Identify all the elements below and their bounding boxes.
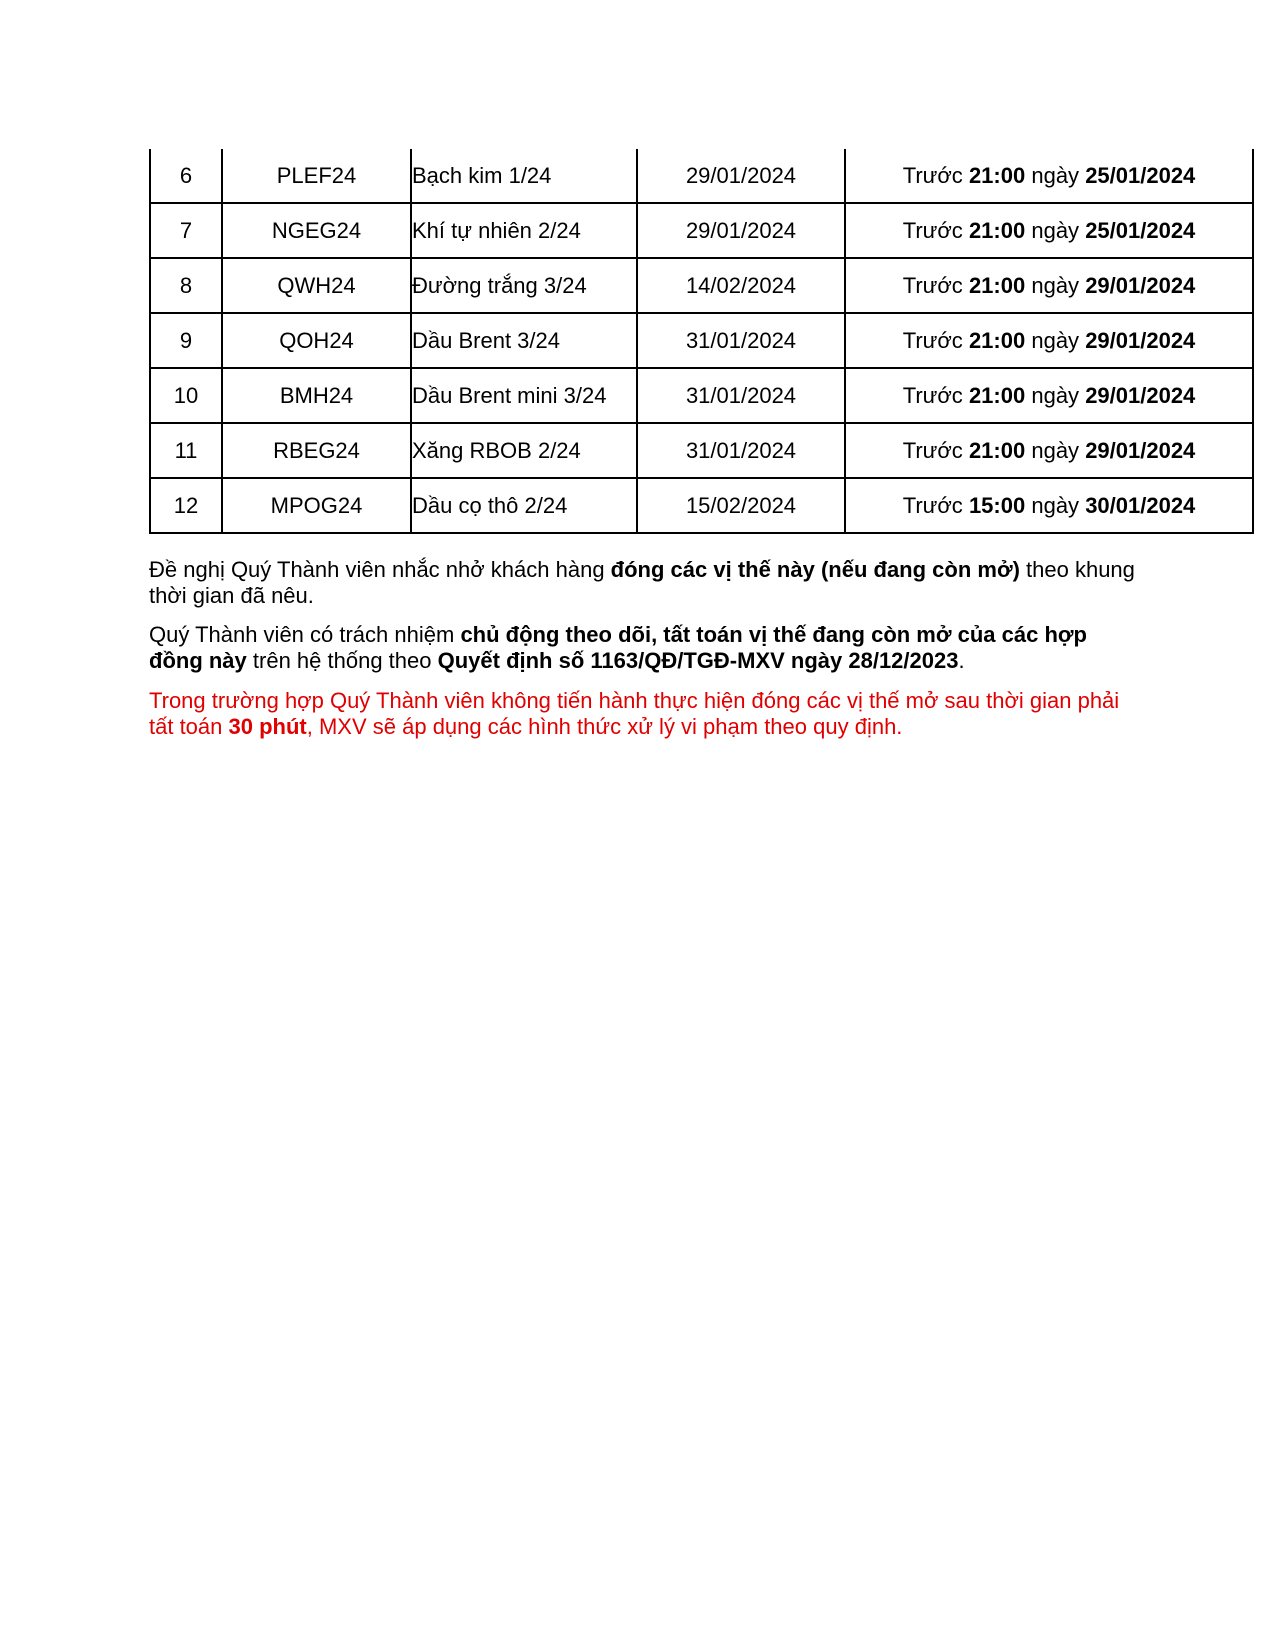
row-number: 7 <box>150 203 222 258</box>
deadline-mid: ngày <box>1031 437 1080 463</box>
contract-name: Bạch kim 1/24 <box>411 149 637 203</box>
last-trading-date: 31/01/2024 <box>637 368 845 423</box>
contracts-table <box>149 149 1254 534</box>
close-deadline <box>845 203 1253 258</box>
deadline-mid: ngày <box>1031 272 1080 298</box>
close-deadline <box>845 149 1253 203</box>
contract-code: QOH24 <box>222 313 411 368</box>
contract-code: MPOG24 <box>222 478 411 533</box>
notice-paragraph-remind <box>149 557 1139 609</box>
notice-bold-text: đóng các vị thế này (nếu đang còn mở) <box>610 557 1020 582</box>
notice-paragraph-warning <box>149 688 1139 740</box>
table-row <box>150 313 1253 368</box>
row-number: 8 <box>150 258 222 313</box>
deadline-day: 29/01/2024 <box>1085 327 1196 353</box>
close-deadline <box>845 258 1253 313</box>
row-number: 6 <box>150 149 222 203</box>
deadline-prefix: Trước <box>902 162 963 188</box>
table-row <box>150 478 1253 533</box>
contracts-table-body <box>150 149 1253 533</box>
close-deadline <box>845 368 1253 423</box>
row-number: 11 <box>150 423 222 478</box>
row-number: 10 <box>150 368 222 423</box>
deadline-time: 21:00 <box>968 162 1026 188</box>
deadline-time: 21:00 <box>968 327 1026 353</box>
notice-text: trên hệ thống theo <box>246 648 438 673</box>
table-row <box>150 149 1253 203</box>
last-trading-date: 29/01/2024 <box>637 149 845 203</box>
contract-code: RBEG24 <box>222 423 411 478</box>
contract-name: Đường trắng 3/24 <box>411 258 637 313</box>
deadline-day: 29/01/2024 <box>1085 272 1196 298</box>
deadline-time: 21:00 <box>968 217 1026 243</box>
deadline-time: 21:00 <box>968 382 1026 408</box>
warning-bold-text: 30 phút <box>228 714 307 739</box>
close-deadline <box>845 478 1253 533</box>
deadline-mid: ngày <box>1031 327 1080 353</box>
contract-code: BMH24 <box>222 368 411 423</box>
notice-text: Đề nghị Quý Thành viên nhắc nhở khách hàng <box>149 557 611 582</box>
decision-reference: Quyết định số 1163/QĐ/TGĐ-MXV ngày 28/12/2023 <box>437 648 959 673</box>
table-row <box>150 423 1253 478</box>
deadline-prefix: Trước <box>902 492 963 518</box>
contract-name: Dầu cọ thô 2/24 <box>411 478 637 533</box>
last-trading-date: 14/02/2024 <box>637 258 845 313</box>
notice-bold-text: chủ động theo dõi, tất toán vị thế đang còn mở của các hợp đồng này <box>149 622 1087 673</box>
notice-text: . <box>958 648 965 673</box>
deadline-day: 25/01/2024 <box>1085 162 1196 188</box>
contract-code: QWH24 <box>222 258 411 313</box>
table-row <box>150 258 1253 313</box>
contract-name: Xăng RBOB 2/24 <box>411 423 637 478</box>
deadline-prefix: Trước <box>902 437 963 463</box>
contract-name: Dầu Brent 3/24 <box>411 313 637 368</box>
deadline-mid: ngày <box>1031 382 1080 408</box>
row-number: 12 <box>150 478 222 533</box>
table-row <box>150 368 1253 423</box>
table-row <box>150 203 1253 258</box>
notice-paragraph-responsibility <box>149 622 1139 674</box>
deadline-prefix: Trước <box>902 327 963 353</box>
close-deadline <box>845 423 1253 478</box>
row-number: 9 <box>150 313 222 368</box>
last-trading-date: 31/01/2024 <box>637 423 845 478</box>
deadline-prefix: Trước <box>902 217 963 243</box>
last-trading-date: 29/01/2024 <box>637 203 845 258</box>
last-trading-date: 31/01/2024 <box>637 313 845 368</box>
notice-text: theo khung thời gian đã nêu. <box>149 557 1135 608</box>
deadline-mid: ngày <box>1031 492 1080 518</box>
contract-name: Dầu Brent mini 3/24 <box>411 368 637 423</box>
deadline-time: 21:00 <box>968 437 1026 463</box>
contract-name: Khí tự nhiên 2/24 <box>411 203 637 258</box>
deadline-day: 29/01/2024 <box>1085 382 1196 408</box>
notice-text: Quý Thành viên có trách nhiệm <box>149 622 461 647</box>
contract-code: NGEG24 <box>222 203 411 258</box>
deadline-day: 30/01/2024 <box>1085 492 1196 518</box>
contract-code: PLEF24 <box>222 149 411 203</box>
deadline-day: 29/01/2024 <box>1085 437 1196 463</box>
deadline-time: 21:00 <box>968 272 1026 298</box>
deadline-day: 25/01/2024 <box>1085 217 1196 243</box>
warning-text: , MXV sẽ áp dụng các hình thức xử lý vi phạm theo quy định. <box>306 714 903 739</box>
close-deadline <box>845 313 1253 368</box>
deadline-mid: ngày <box>1031 162 1080 188</box>
deadline-prefix: Trước <box>902 272 963 298</box>
deadline-time: 15:00 <box>968 492 1026 518</box>
warning-text: Trong trường hợp Quý Thành viên không tiến hành thực hiện đóng các vị thế mở sau thời gian phải tất toán <box>149 688 1120 739</box>
last-trading-date: 15/02/2024 <box>637 478 845 533</box>
deadline-prefix: Trước <box>902 382 963 408</box>
deadline-mid: ngày <box>1031 217 1080 243</box>
